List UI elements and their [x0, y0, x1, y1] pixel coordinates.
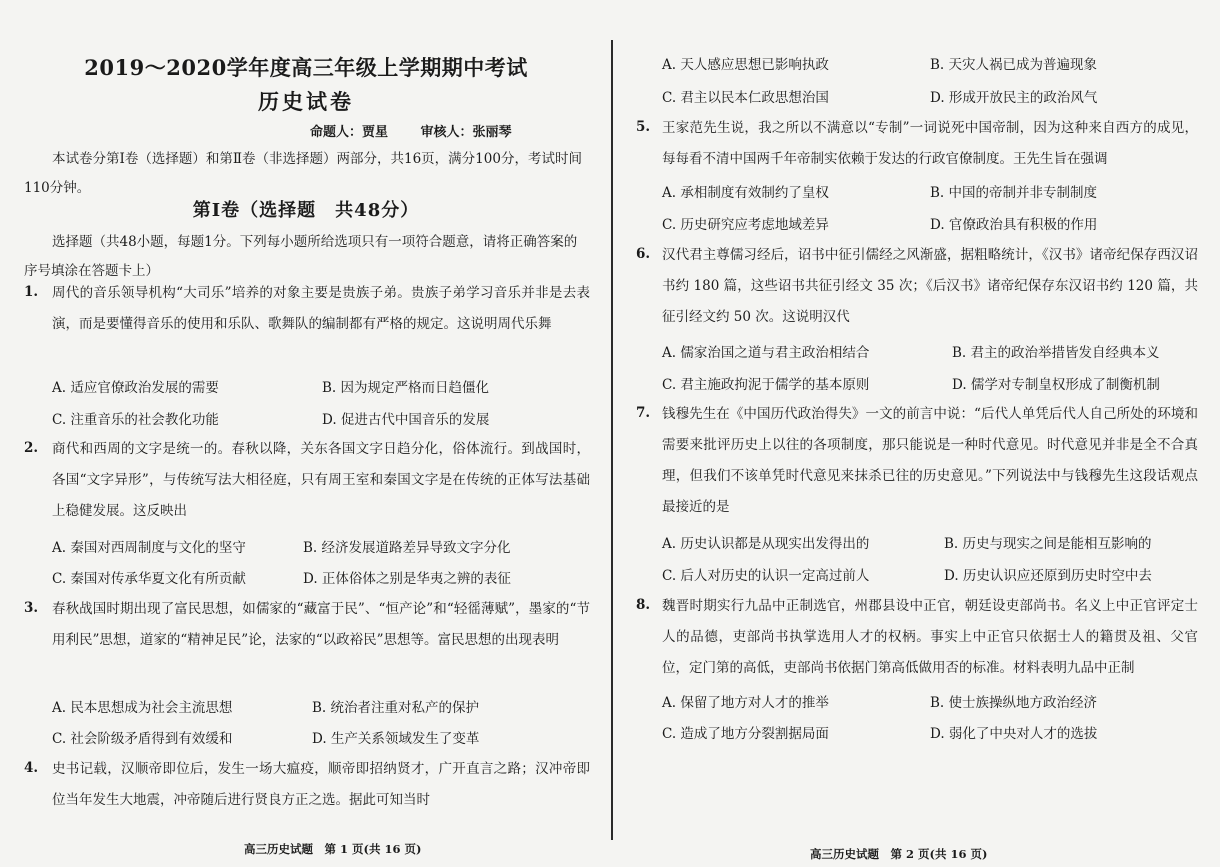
- question-number: 7.: [636, 405, 651, 421]
- question-text: 王家范先生说，我之所以不满意以“专制”一词说死中国帝制，因为这种来自西方的成见，每每看不清中国两千年帝制实依赖于发达的行政官僚制度。王先生旨在强调: [662, 120, 1198, 167]
- intro-text: 本试卷分第Ⅰ卷（选择题）和第Ⅱ卷（非选择题）两部分，共16页，满分100分，考试时间110分钟。: [24, 151, 582, 196]
- option-c[interactable]: C. 君主以民本仁政思想治国: [662, 90, 829, 106]
- option-c[interactable]: C. 历史研究应考虑地域差异: [662, 217, 829, 233]
- option-a[interactable]: A. 承相制度有效制约了皇权: [662, 185, 829, 201]
- option-d[interactable]: D. 正体俗体之别是华夷之辨的表征: [303, 571, 511, 587]
- question-number: 1.: [24, 284, 39, 300]
- option-c[interactable]: C. 后人对历史的认识一定高过前人: [662, 568, 870, 584]
- question-number: 5.: [636, 119, 651, 135]
- reviewer: 审核人：张丽琴: [420, 125, 512, 140]
- option-a[interactable]: A. 秦国对西周制度与文化的坚守: [52, 540, 246, 556]
- option-c[interactable]: C. 秦国对传承华夏文化有所贡献: [52, 571, 246, 587]
- option-a[interactable]: A. 保留了地方对人才的推举: [662, 695, 829, 711]
- option-b[interactable]: B. 天灾人祸已成为普遍现象: [930, 57, 1098, 73]
- option-c[interactable]: C. 君主施政拘泥于儒学的基本原则: [662, 377, 870, 393]
- option-b[interactable]: B. 君主的政治举措皆发自经典本义: [952, 345, 1160, 361]
- page-divider: [611, 40, 613, 840]
- option-a[interactable]: A. 历史认识都是从现实出发得出的: [662, 536, 870, 552]
- question-text: 周代的音乐领导机构“大司乐”培养的对象主要是贵族子弟。贵族子弟学习音乐并非是去表演，而是要懂得音乐的使用和乐队、歌舞队的编制都有严格的规定。这说明周代乐舞: [52, 285, 590, 332]
- page-footer: 高三历史试题 第 1 页(共 16 页): [244, 842, 422, 856]
- option-c[interactable]: C. 注重音乐的社会教化功能: [52, 412, 219, 428]
- option-b[interactable]: B. 统治者注重对私产的保护: [312, 700, 480, 716]
- option-a[interactable]: A. 民本思想成为社会主流思想: [52, 700, 233, 716]
- option-b[interactable]: B. 中国的帝制并非专制制度: [930, 185, 1098, 201]
- question-number: 2.: [24, 440, 39, 456]
- option-d[interactable]: D. 弱化了中央对人才的选拔: [930, 726, 1098, 742]
- option-d[interactable]: D. 促进古代中国音乐的发展: [322, 412, 490, 428]
- option-d[interactable]: D. 儒学对专制皇权形成了制衡机制: [952, 377, 1160, 393]
- option-d[interactable]: D. 历史认识应还原到历史时空中去: [944, 568, 1152, 584]
- option-a[interactable]: A. 儒家治国之道与君主政治相结合: [662, 345, 870, 361]
- exam-title: 2019～2020学年度高三年级上学期期中考试: [84, 55, 528, 80]
- question-text: 魏晋时期实行九品中正制选官，州郡县设中正官，朝廷设吏部尚书。名义上中正官评定士人的品德，吏部尚书执掌选用人才的权柄。事实上中正官只依据士人的籍贯及祖、父官位，定门第的高低，吏部尚书依据门第高低做用否的标准。材料表明九品中正制: [662, 598, 1198, 676]
- instructions-text: 选择题（共48小题，每题1分。下列每小题所给选项只有一项符合题意，请将正确答案的序号填涂在答题卡上）: [24, 234, 578, 279]
- question-text: 春秋战国时期出现了富民思想，如儒家的“藏富于民”、“恒产论”和“轻徭薄赋”，墨家的“节用利民”思想，道家的“精神足民”论，法家的“以政裕民”思想等。富民思想的出现表明: [52, 601, 590, 648]
- question-text: 史书记载，汉顺帝即位后，发生一场大瘟疫，顺帝即招纳贤才，广开直言之路；汉冲帝即位当年发生大地震，冲帝随后进行贤良方正之选。据此可知当时: [52, 761, 590, 808]
- exam-subtitle: 历史试卷: [258, 89, 354, 114]
- question-number: 4.: [24, 760, 39, 776]
- option-d[interactable]: D. 生产关系领域发生了变革: [312, 731, 480, 747]
- author: 命题人：贾星: [310, 125, 389, 140]
- question-text: 钱穆先生在《中国历代政治得失》一文的前言中说：“后代人单凭后代人自己所处的环境和需要来批评历史上以往的各项制度，那只能说是一种时代意见。时代意见并非是全不合真理，但我们不该单凭时代意见来抹杀已往的历史意见。”下列说法中与钱穆先生这段话观点最接近的是: [662, 406, 1198, 515]
- option-d[interactable]: D. 官僚政治具有积极的作用: [930, 217, 1098, 233]
- question-text: 商代和西周的文字是统一的。春秋以降，关东各国文字日趋分化，俗体流行。到战国时，各国“文字异形”，与传统写法大相径庭，只有周王室和秦国文字是在传统的正体写法基础上稳健发展。这反映出: [52, 441, 590, 519]
- option-b[interactable]: B. 历史与现实之间是能相互影响的: [944, 536, 1152, 552]
- option-a[interactable]: A. 适应官僚政治发展的需要: [52, 380, 219, 396]
- question-text: 汉代君主尊儒习经后，诏书中征引儒经之风渐盛，据粗略统计，《汉书》诸帝纪保存西汉诏书约 180 篇，这些诏书共征引经文 35 次；《后汉书》诸帝纪保存东汉诏书约 120 篇，共征引经文约 50 次。这说明汉代: [662, 247, 1198, 325]
- option-b[interactable]: B. 因为规定严格而日趋僵化: [322, 380, 490, 396]
- option-a[interactable]: A. 天人感应思想已影响执政: [662, 57, 829, 73]
- option-c[interactable]: C. 造成了地方分裂割据局面: [662, 726, 829, 742]
- option-b[interactable]: B. 使士族操纵地方政治经济: [930, 695, 1098, 711]
- authors-line: [310, 121, 540, 140]
- section-title: 第Ⅰ卷（选择题 共48分）: [192, 200, 420, 221]
- question-number: 6.: [636, 246, 651, 262]
- option-d[interactable]: D. 形成开放民主的政治风气: [930, 90, 1098, 106]
- question-number: 8.: [636, 597, 651, 613]
- question-number: 3.: [24, 600, 39, 616]
- page-2: [614, 0, 1220, 867]
- option-c[interactable]: C. 社会阶级矛盾得到有效缓和: [52, 731, 233, 747]
- page-footer: 高三历史试题 第 2 页(共 16 页): [810, 847, 988, 861]
- option-b[interactable]: B. 经济发展道路差异导致文字分化: [303, 540, 511, 556]
